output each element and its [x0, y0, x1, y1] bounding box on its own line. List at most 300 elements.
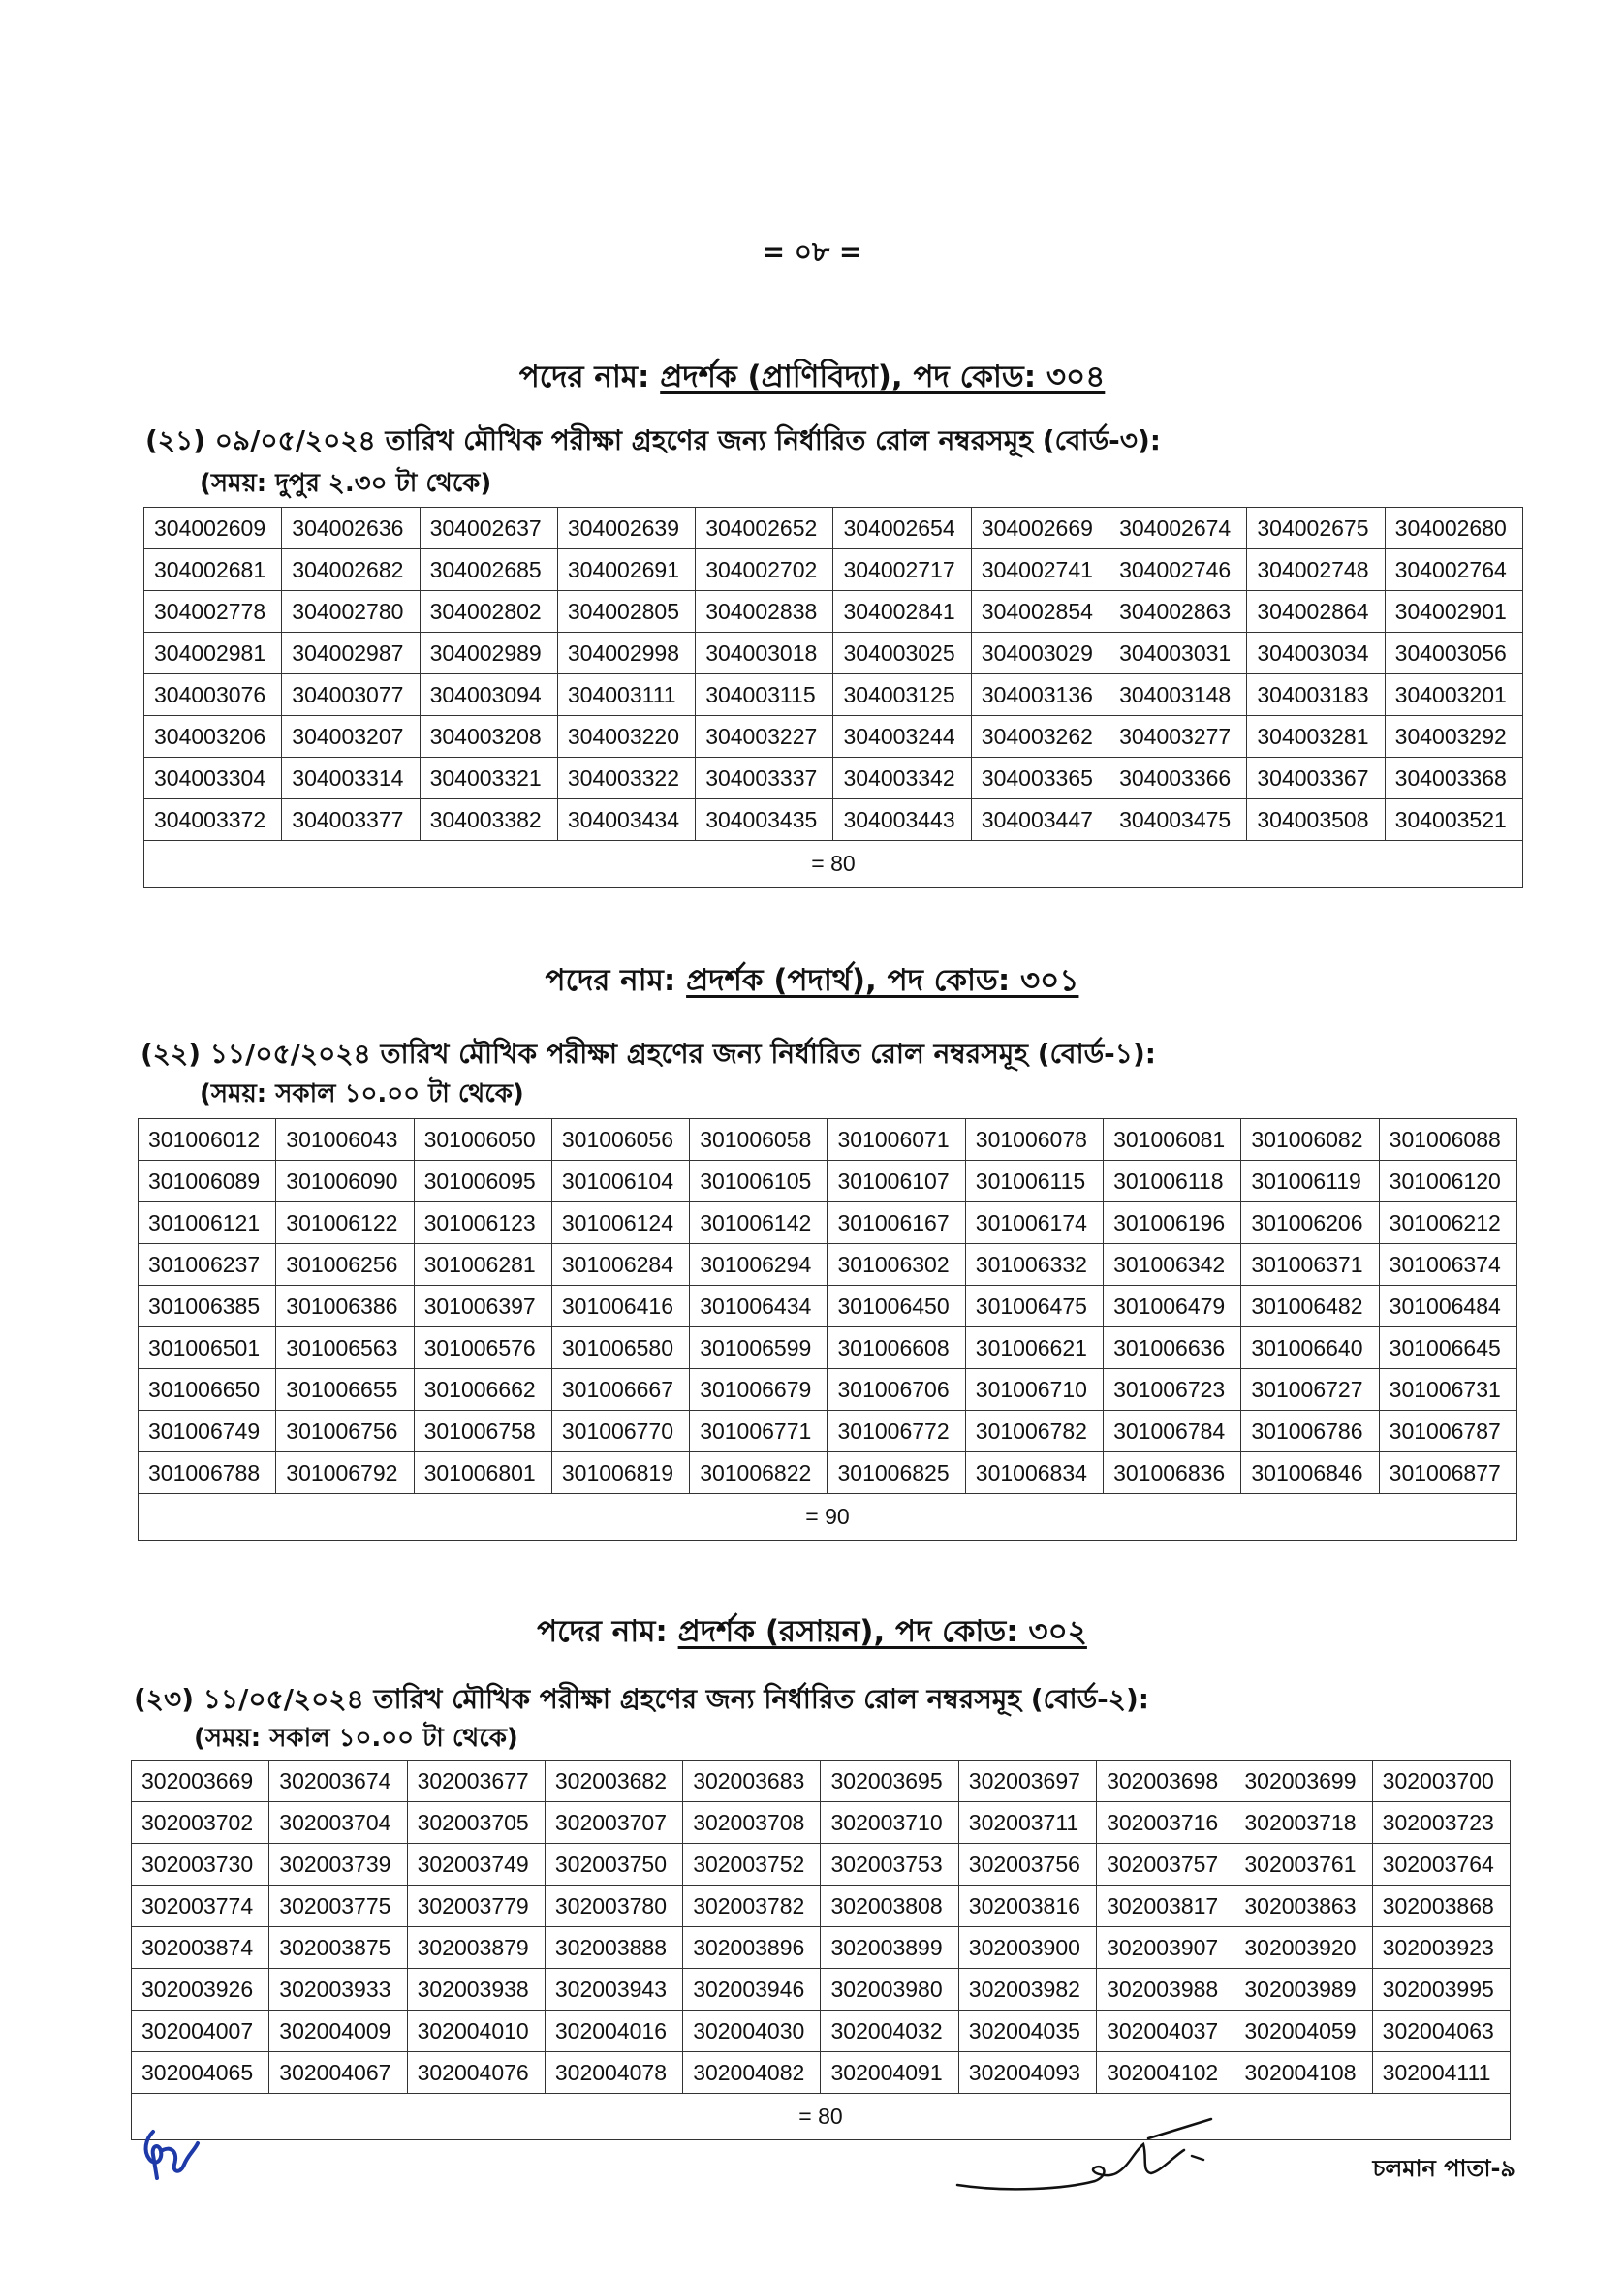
- roll-number-cell: 302003946: [683, 1969, 821, 2011]
- roll-number-cell: 301006105: [690, 1161, 828, 1202]
- roll-number-cell: 304002609: [144, 508, 282, 549]
- roll-number-cell: 301006386: [276, 1286, 414, 1327]
- roll-number-cell: 301006475: [965, 1286, 1103, 1327]
- roll-number-cell: 301006196: [1104, 1202, 1241, 1244]
- roll-number-cell: 302004108: [1234, 2052, 1372, 2094]
- roll-number-cell: 302003750: [545, 1844, 682, 1886]
- roll-number-cell: 301006679: [690, 1369, 828, 1411]
- roll-number-cell: 302003756: [958, 1844, 1096, 1886]
- total-row: [144, 841, 1523, 888]
- roll-number-cell: 301006479: [1104, 1286, 1241, 1327]
- roll-number-cell: 301006089: [139, 1161, 276, 1202]
- roll-number-cell: 302003874: [132, 1927, 269, 1969]
- roll-number-cell: 302003710: [821, 1802, 958, 1844]
- roll-number-cell: 304003207: [282, 716, 420, 758]
- total-count: = 80: [144, 841, 1523, 888]
- roll-number-cell: 301006043: [276, 1119, 414, 1161]
- roll-number-cell: 304003018: [696, 633, 833, 674]
- roll-number-cell: 302003899: [821, 1927, 958, 1969]
- roll-number-cell: 301006374: [1379, 1244, 1516, 1286]
- roll-number-cell: 302003669: [132, 1761, 269, 1802]
- roll-number-cell: 302003780: [545, 1886, 682, 1927]
- table-row: [132, 1802, 1511, 1844]
- roll-number-cell: 302003816: [958, 1886, 1096, 1927]
- roll-number-cell: 301006772: [828, 1411, 965, 1452]
- roll-number-cell: 302004067: [269, 2052, 407, 2094]
- roll-number-cell: 301006787: [1379, 1411, 1516, 1452]
- roll-number-cell: 302003753: [821, 1844, 958, 1886]
- roll-number-cell: 302004111: [1372, 2052, 1510, 2094]
- roll-number-cell: 302003752: [683, 1844, 821, 1886]
- roll-number-cell: 302003677: [407, 1761, 545, 1802]
- roll-number-cell: 301006784: [1104, 1411, 1241, 1452]
- table-row: [144, 549, 1523, 591]
- roll-number-cell: 304002636: [282, 508, 420, 549]
- roll-number-cell: 302004037: [1097, 2011, 1234, 2052]
- roll-number-cell: 301006124: [551, 1202, 689, 1244]
- table-row: [144, 633, 1523, 674]
- total-row: [132, 2094, 1511, 2140]
- roll-number-cell: 304003281: [1247, 716, 1385, 758]
- exam-time-line-3: (সময়: সকাল ১০.০০ টা থেকে): [194, 1724, 518, 1753]
- roll-number-cell: 301006071: [828, 1119, 965, 1161]
- roll-number-cell: 301006667: [551, 1369, 689, 1411]
- roll-number-cell: 304002764: [1385, 549, 1522, 591]
- roll-number-cell: 302003682: [545, 1761, 682, 1802]
- roll-number-cell: 304002675: [1247, 508, 1385, 549]
- roll-number-cell: 302003774: [132, 1886, 269, 1927]
- roll-number-cell: 302003868: [1372, 1886, 1510, 1927]
- total-count: = 80: [132, 2094, 1511, 2140]
- roll-number-cell: 302003711: [958, 1802, 1096, 1844]
- table-row: [139, 1327, 1517, 1369]
- roll-number-cell: 302003757: [1097, 1844, 1234, 1886]
- roll-number-cell: 302004032: [821, 2011, 958, 2052]
- signature: [950, 2117, 1240, 2208]
- roll-number-cell: 304002702: [696, 549, 833, 591]
- roll-number-cell: 302003923: [1372, 1927, 1510, 1969]
- roll-number-cell: 301006450: [828, 1286, 965, 1327]
- roll-number-cell: 304003508: [1247, 799, 1385, 841]
- roll-number-cell: 301006801: [414, 1452, 551, 1494]
- roll-number-cell: 304002780: [282, 591, 420, 633]
- table-row: [132, 2052, 1511, 2094]
- roll-number-cell: 302003698: [1097, 1761, 1234, 1802]
- exam-schedule-line-2: (২২) ১১/০৫/২০২৪ তারিখ মৌখিক পরীক্ষা গ্রহণের জন্য নির্ধারিত রোল নম্বরসমূহ (বোর্ড-১):: [141, 1038, 1156, 1070]
- post-title-2: [0, 957, 1624, 1008]
- roll-number-cell: 302003708: [683, 1802, 821, 1844]
- roll-number-cell: 304002685: [420, 549, 557, 591]
- roll-number-cell: 304003322: [557, 758, 695, 799]
- roll-number-cell: 302003704: [269, 1802, 407, 1844]
- roll-number-cell: 302003775: [269, 1886, 407, 1927]
- roll-number-cell: 304003034: [1247, 633, 1385, 674]
- roll-number-cell: 302003900: [958, 1927, 1096, 1969]
- roll-number-cell: 302004016: [545, 2011, 682, 2052]
- roll-number-cell: 301006846: [1241, 1452, 1379, 1494]
- roll-number-cell: 302004009: [269, 2011, 407, 2052]
- roll-number-cell: 301006756: [276, 1411, 414, 1452]
- roll-number-cell: 301006727: [1241, 1369, 1379, 1411]
- roll-number-cell: 304003521: [1385, 799, 1522, 841]
- roll-number-cell: 302003933: [269, 1969, 407, 2011]
- table-row: [132, 1761, 1511, 1802]
- roll-number-cell: 302004063: [1372, 2011, 1510, 2052]
- roll-number-cell: 304003227: [696, 716, 833, 758]
- roll-number-cell: 301006640: [1241, 1327, 1379, 1369]
- table-row: [132, 1844, 1511, 1886]
- roll-number-cell: 302003764: [1372, 1844, 1510, 1886]
- roll-number-cell: 304003366: [1109, 758, 1247, 799]
- roll-number-cell: 302003739: [269, 1844, 407, 1886]
- roll-number-cell: 302004035: [958, 2011, 1096, 2052]
- roll-number-cell: 304003443: [833, 799, 971, 841]
- roll-number-cell: 301006050: [414, 1119, 551, 1161]
- roll-number-cell: 302003896: [683, 1927, 821, 1969]
- roll-number-cell: 302003683: [683, 1761, 821, 1802]
- roll-number-cell: 304002741: [971, 549, 1109, 591]
- roll-table-2: [138, 1118, 1517, 1541]
- roll-number-cell: 302003989: [1234, 1969, 1372, 2011]
- roll-number-cell: 301006501: [139, 1327, 276, 1369]
- roll-number-cell: 301006563: [276, 1327, 414, 1369]
- roll-number-cell: 301006371: [1241, 1244, 1379, 1286]
- roll-number-cell: 301006342: [1104, 1244, 1241, 1286]
- roll-number-cell: 301006770: [551, 1411, 689, 1452]
- roll-number-cell: 304002674: [1109, 508, 1247, 549]
- roll-number-cell: 301006416: [551, 1286, 689, 1327]
- roll-number-cell: 304003342: [833, 758, 971, 799]
- roll-number-cell: 304003125: [833, 674, 971, 716]
- roll-number-cell: 301006771: [690, 1411, 828, 1452]
- roll-number-cell: 304003277: [1109, 716, 1247, 758]
- roll-number-cell: 304003447: [971, 799, 1109, 841]
- roll-number-cell: 301006212: [1379, 1202, 1516, 1244]
- roll-number-cell: 301006608: [828, 1327, 965, 1369]
- total-row: [139, 1494, 1517, 1541]
- table-row: [139, 1119, 1517, 1161]
- roll-number-cell: 304002669: [971, 508, 1109, 549]
- roll-number-cell: 302003723: [1372, 1802, 1510, 1844]
- roll-number-cell: 301006095: [414, 1161, 551, 1202]
- roll-number-cell: 304002805: [557, 591, 695, 633]
- roll-number-cell: 304002682: [282, 549, 420, 591]
- roll-number-cell: 301006088: [1379, 1119, 1516, 1161]
- table-row: [139, 1244, 1517, 1286]
- roll-number-cell: 304003220: [557, 716, 695, 758]
- roll-number-cell: 301006119: [1241, 1161, 1379, 1202]
- total-count: = 90: [139, 1494, 1517, 1541]
- roll-number-cell: 302003699: [1234, 1761, 1372, 1802]
- roll-number-cell: 304002748: [1247, 549, 1385, 591]
- table-row: [132, 1969, 1511, 2011]
- table-row: [132, 1886, 1511, 1927]
- roll-number-cell: 304002746: [1109, 549, 1247, 591]
- roll-number-cell: 301006706: [828, 1369, 965, 1411]
- roll-number-cell: 301006121: [139, 1202, 276, 1244]
- roll-number-cell: 304003292: [1385, 716, 1522, 758]
- table-row: [139, 1411, 1517, 1452]
- roll-number-cell: 301006836: [1104, 1452, 1241, 1494]
- roll-number-cell: 302003926: [132, 1969, 269, 2011]
- roll-number-cell: 301006122: [276, 1202, 414, 1244]
- roll-number-cell: 302003920: [1234, 1927, 1372, 1969]
- table-row: [132, 1927, 1511, 1969]
- roll-number-cell: 302003938: [407, 1969, 545, 2011]
- roll-number-cell: 301006294: [690, 1244, 828, 1286]
- post-title-1: [0, 354, 1624, 404]
- roll-number-cell: 302003695: [821, 1761, 958, 1802]
- table-row: [139, 1286, 1517, 1327]
- post-title-3: [0, 1608, 1624, 1659]
- exam-schedule-line-3: (২৩) ১১/০৫/২০২৪ তারিখ মৌখিক পরীক্ষা গ্রহণের জন্য নির্ধারিত রোল নম্বরসমূহ (বোর্ড-২):: [134, 1683, 1149, 1715]
- roll-number-cell: 304002680: [1385, 508, 1522, 549]
- roll-number-cell: 304002637: [420, 508, 557, 549]
- roll-number-cell: 302004082: [683, 2052, 821, 2094]
- roll-number-cell: 304003076: [144, 674, 282, 716]
- roll-number-cell: 302004010: [407, 2011, 545, 2052]
- roll-number-cell: 304003337: [696, 758, 833, 799]
- post-title-prefix: পদের নাম:: [537, 1614, 678, 1649]
- roll-number-cell: 301006081: [1104, 1119, 1241, 1161]
- roll-number-cell: 304002864: [1247, 591, 1385, 633]
- roll-number-cell: 302004065: [132, 2052, 269, 2094]
- roll-number-cell: 301006090: [276, 1161, 414, 1202]
- roll-number-cell: 301006332: [965, 1244, 1103, 1286]
- roll-number-cell: 304003029: [971, 633, 1109, 674]
- roll-number-cell: 304002863: [1109, 591, 1247, 633]
- post-title-name: প্রদর্শক (রসায়ন), পদ কোড: ৩০২: [677, 1614, 1087, 1649]
- roll-number-cell: 304003148: [1109, 674, 1247, 716]
- roll-number-cell: 301006397: [414, 1286, 551, 1327]
- roll-number-cell: 304002639: [557, 508, 695, 549]
- roll-number-cell: 304002802: [420, 591, 557, 633]
- roll-number-cell: 304003382: [420, 799, 557, 841]
- page-number: = ০৮ =: [762, 235, 862, 267]
- table-row: [139, 1202, 1517, 1244]
- roll-number-cell: 302003730: [132, 1844, 269, 1886]
- roll-number-cell: 302003875: [269, 1927, 407, 1969]
- roll-number-cell: 302004078: [545, 2052, 682, 2094]
- roll-table-3: [131, 1760, 1511, 2140]
- roll-number-cell: 302003697: [958, 1761, 1096, 1802]
- roll-number-cell: 304003206: [144, 716, 282, 758]
- post-title-prefix: পদের নাম:: [518, 359, 661, 394]
- roll-number-cell: 301006636: [1104, 1327, 1241, 1369]
- roll-number-cell: 304003056: [1385, 633, 1522, 674]
- roll-number-cell: 302003817: [1097, 1886, 1234, 1927]
- roll-number-cell: 302004091: [821, 2052, 958, 2094]
- roll-number-cell: 301006825: [828, 1452, 965, 1494]
- roll-number-cell: 302004102: [1097, 2052, 1234, 2094]
- roll-number-cell: 304003244: [833, 716, 971, 758]
- table-row: [139, 1161, 1517, 1202]
- roll-number-cell: 301006284: [551, 1244, 689, 1286]
- table-row: [144, 674, 1523, 716]
- roll-number-cell: 304002854: [971, 591, 1109, 633]
- roll-number-cell: 301006206: [1241, 1202, 1379, 1244]
- roll-number-cell: 304003031: [1109, 633, 1247, 674]
- roll-number-cell: 301006167: [828, 1202, 965, 1244]
- roll-number-cell: 301006576: [414, 1327, 551, 1369]
- roll-number-cell: 301006107: [828, 1161, 965, 1202]
- roll-number-cell: 301006012: [139, 1119, 276, 1161]
- table-row: [144, 508, 1523, 549]
- roll-number-cell: 304003111: [557, 674, 695, 716]
- roll-number-cell: 304003201: [1385, 674, 1522, 716]
- roll-number-cell: 301006599: [690, 1327, 828, 1369]
- roll-number-cell: 301006731: [1379, 1369, 1516, 1411]
- roll-number-cell: 301006723: [1104, 1369, 1241, 1411]
- exam-time-line-2: (সময়: সকাল ১০.০০ টা থেকে): [200, 1079, 524, 1108]
- roll-number-cell: 301006621: [965, 1327, 1103, 1369]
- roll-number-cell: 304003262: [971, 716, 1109, 758]
- roll-number-cell: 302004093: [958, 2052, 1096, 2094]
- roll-number-cell: 301006118: [1104, 1161, 1241, 1202]
- roll-number-cell: 304003368: [1385, 758, 1522, 799]
- post-title-name: প্রদর্শক (পদার্থ), পদ কোড: ৩০১: [686, 963, 1079, 998]
- roll-number-cell: 301006819: [551, 1452, 689, 1494]
- roll-number-cell: 304002652: [696, 508, 833, 549]
- roll-number-cell: 301006482: [1241, 1286, 1379, 1327]
- roll-number-cell: 302003779: [407, 1886, 545, 1927]
- roll-number-cell: 304003367: [1247, 758, 1385, 799]
- roll-number-cell: 304003434: [557, 799, 695, 841]
- roll-number-cell: 301006788: [139, 1452, 276, 1494]
- roll-number-cell: 301006749: [139, 1411, 276, 1452]
- roll-number-cell: 304002681: [144, 549, 282, 591]
- roll-number-cell: 301006710: [965, 1369, 1103, 1411]
- roll-number-cell: 302003943: [545, 1969, 682, 2011]
- roll-number-cell: 301006174: [965, 1202, 1103, 1244]
- continued-page-note: চলমান পাতা-৯: [1372, 2155, 1515, 2182]
- roll-number-cell: 301006256: [276, 1244, 414, 1286]
- table-row: [139, 1369, 1517, 1411]
- roll-number-cell: 304003183: [1247, 674, 1385, 716]
- roll-number-cell: 301006434: [690, 1286, 828, 1327]
- roll-number-cell: 304003475: [1109, 799, 1247, 841]
- roll-number-cell: 304002841: [833, 591, 971, 633]
- exam-schedule-line-1: (২১) ০৯/০৫/২০২৪ তারিখ মৌখিক পরীক্ষা গ্রহণের জন্য নির্ধারিত রোল নম্বরসমূহ (বোর্ড-৩):: [145, 424, 1161, 456]
- table-row: [144, 799, 1523, 841]
- roll-number-cell: 301006104: [551, 1161, 689, 1202]
- roll-number-cell: 304003365: [971, 758, 1109, 799]
- roll-number-cell: 302003702: [132, 1802, 269, 1844]
- roll-number-cell: 301006302: [828, 1244, 965, 1286]
- roll-number-cell: 304003094: [420, 674, 557, 716]
- roll-number-cell: 301006645: [1379, 1327, 1516, 1369]
- roll-number-cell: 301006877: [1379, 1452, 1516, 1494]
- roll-number-cell: 301006082: [1241, 1119, 1379, 1161]
- roll-number-cell: 304002838: [696, 591, 833, 633]
- roll-number-cell: 302003982: [958, 1969, 1096, 2011]
- roll-number-cell: 302003863: [1234, 1886, 1372, 1927]
- post-title-prefix: পদের নাম:: [545, 963, 687, 998]
- roll-number-cell: 302003907: [1097, 1927, 1234, 1969]
- roll-number-cell: 301006662: [414, 1369, 551, 1411]
- roll-number-cell: 304002989: [420, 633, 557, 674]
- roll-number-cell: 301006782: [965, 1411, 1103, 1452]
- roll-number-cell: 302004059: [1234, 2011, 1372, 2052]
- roll-number-cell: 301006484: [1379, 1286, 1516, 1327]
- roll-number-cell: 302003888: [545, 1927, 682, 1969]
- roll-number-cell: 304003314: [282, 758, 420, 799]
- roll-number-cell: 304002717: [833, 549, 971, 591]
- roll-number-cell: 302003995: [1372, 1969, 1510, 2011]
- roll-number-cell: 302003761: [1234, 1844, 1372, 1886]
- roll-number-cell: 301006078: [965, 1119, 1103, 1161]
- roll-number-cell: 301006580: [551, 1327, 689, 1369]
- roll-number-cell: 302003707: [545, 1802, 682, 1844]
- roll-number-cell: 302003808: [821, 1886, 958, 1927]
- roll-number-cell: 304002998: [557, 633, 695, 674]
- roll-number-cell: 304003377: [282, 799, 420, 841]
- roll-number-cell: 302003782: [683, 1886, 821, 1927]
- roll-number-cell: 302003700: [1372, 1761, 1510, 1802]
- roll-number-cell: 302003674: [269, 1761, 407, 1802]
- roll-number-cell: 304002987: [282, 633, 420, 674]
- roll-number-cell: 304003372: [144, 799, 282, 841]
- table-row: [144, 758, 1523, 799]
- roll-number-cell: 301006655: [276, 1369, 414, 1411]
- roll-number-cell: 304003304: [144, 758, 282, 799]
- roll-number-cell: 304002901: [1385, 591, 1522, 633]
- roll-number-cell: 301006056: [551, 1119, 689, 1161]
- roll-number-cell: 301006650: [139, 1369, 276, 1411]
- roll-number-cell: 301006822: [690, 1452, 828, 1494]
- roll-number-cell: 304002691: [557, 549, 695, 591]
- roll-number-cell: 304003115: [696, 674, 833, 716]
- roll-number-cell: 304003435: [696, 799, 833, 841]
- roll-number-cell: 302003988: [1097, 1969, 1234, 2011]
- roll-number-cell: 302003749: [407, 1844, 545, 1886]
- roll-number-cell: 302003705: [407, 1802, 545, 1844]
- roll-number-cell: 302004030: [683, 2011, 821, 2052]
- roll-number-cell: 301006786: [1241, 1411, 1379, 1452]
- roll-number-cell: 302003716: [1097, 1802, 1234, 1844]
- roll-number-cell: 301006115: [965, 1161, 1103, 1202]
- table-row: [139, 1452, 1517, 1494]
- table-row: [132, 2011, 1511, 2052]
- roll-number-cell: 304003208: [420, 716, 557, 758]
- handwritten-initials: [136, 2122, 213, 2194]
- roll-table-1: [143, 507, 1523, 888]
- roll-number-cell: 301006058: [690, 1119, 828, 1161]
- roll-number-cell: 304003025: [833, 633, 971, 674]
- roll-number-cell: 301006123: [414, 1202, 551, 1244]
- roll-number-cell: 304003321: [420, 758, 557, 799]
- roll-number-cell: 302003718: [1234, 1802, 1372, 1844]
- roll-number-cell: 301006834: [965, 1452, 1103, 1494]
- table-row: [144, 716, 1523, 758]
- roll-number-cell: 302003879: [407, 1927, 545, 1969]
- roll-number-cell: 304003077: [282, 674, 420, 716]
- roll-number-cell: 304002778: [144, 591, 282, 633]
- table-row: [144, 591, 1523, 633]
- roll-number-cell: 301006120: [1379, 1161, 1516, 1202]
- roll-number-cell: 301006385: [139, 1286, 276, 1327]
- roll-number-cell: 301006792: [276, 1452, 414, 1494]
- roll-number-cell: 304003136: [971, 674, 1109, 716]
- roll-number-cell: 302004076: [407, 2052, 545, 2094]
- roll-number-cell: 302003980: [821, 1969, 958, 2011]
- roll-number-cell: 301006281: [414, 1244, 551, 1286]
- roll-number-cell: 302004007: [132, 2011, 269, 2052]
- roll-number-cell: 301006237: [139, 1244, 276, 1286]
- roll-number-cell: 304002981: [144, 633, 282, 674]
- roll-number-cell: 304002654: [833, 508, 971, 549]
- exam-time-line-1: (সময়: দুপুর ২.৩০ টা থেকে): [200, 469, 492, 498]
